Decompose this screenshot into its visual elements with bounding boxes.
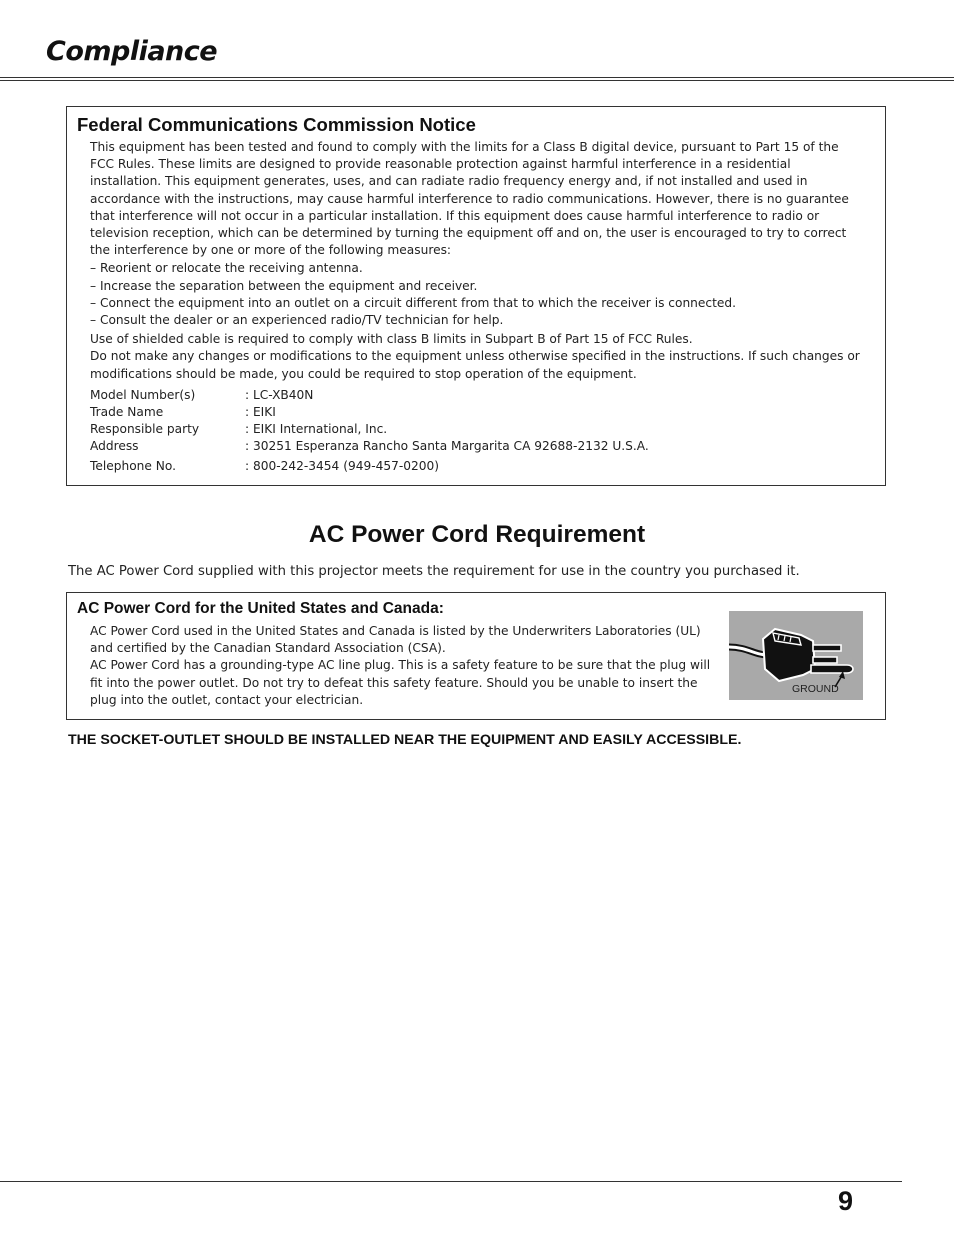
ac-cord-paragraph: AC Power Cord used in the United States and Canada is listed by the Underwriters Laboratories (UL) and certified by the Canadian Standard Association (CSA).	[90, 624, 701, 656]
list-item: – Consult the dealer or an experienced radio/TV technician for help.	[90, 313, 504, 328]
table-row	[90, 404, 649, 421]
fcc-shielded-cable: Use of shielded cable is required to comply with class B limits in Subpart B of Part 15 of FCC Rules.	[90, 332, 693, 347]
fcc-modifications: Do not make any changes or modifications to the equipment unless otherwise specified in the instructions. If such changes or modifications should be made, you could be required to stop operation of the equipment.	[90, 349, 860, 381]
table-row	[90, 456, 649, 475]
header-rule	[0, 77, 954, 78]
info-value: : LC-XB40N	[245, 387, 314, 402]
ac-cord-box	[66, 592, 886, 720]
fcc-notice-body	[90, 139, 865, 475]
ground-label: GROUND	[792, 683, 839, 695]
info-label: Responsible party	[90, 422, 200, 437]
info-label: Telephone No.	[90, 458, 177, 473]
ac-intro: The AC Power Cord supplied with this projector meets the requirement for use in the country you purchased it.	[68, 564, 800, 579]
ac-section-heading: AC Power Cord Requirement	[308, 521, 646, 548]
ac-cord-box-title: AC Power Cord for the United States and Canada:	[77, 600, 444, 617]
footer-rule	[0, 1181, 902, 1182]
fcc-notice-title: Federal Communications Commission Notice	[77, 114, 476, 135]
info-label: Address	[90, 439, 139, 454]
fcc-notice-box	[66, 106, 886, 486]
table-row	[90, 387, 649, 404]
page-title: Compliance	[46, 36, 218, 67]
info-value: : 30251 Esperanza Rancho Santa Margarita CA 92688-2132 U.S.A.	[245, 439, 649, 454]
list-item: – Connect the equipment into an outlet on a circuit different from that to which the receiver is connected.	[90, 295, 736, 310]
info-label: Trade Name	[90, 405, 164, 420]
list-item: – Reorient or relocate the receiving antenna.	[90, 261, 363, 276]
info-value: : EIKI	[245, 405, 276, 420]
info-value: : 800-242-3454 (949-457-0200)	[245, 458, 440, 473]
grounding-plug-figure	[729, 611, 863, 700]
info-value: : EIKI International, Inc.	[245, 422, 388, 437]
fcc-paragraph: This equipment has been tested and found to comply with the limits for a Class B digital device, pursuant to Part 15 of the FCC Rules. These limits are designed to provide reasonable protection against harmful interference in a residential installation. This equipment generates, uses, and can radiate radio frequency energy and, if not installed and used in accordance with the instructions, may cause harmful interference to radio communications. However, there is no guarantee that interference will not occur in a particular installation. If this equipment does cause harmful interference to radio or television reception, which can be determined by turning the equipment off and on, the user is encouraged to try to correct the interference by one or more of the following measures:	[90, 140, 849, 258]
header-rule-secondary	[0, 80, 954, 81]
page-number: 9	[838, 1186, 854, 1216]
table-row	[90, 421, 649, 438]
fcc-measures-list	[90, 260, 865, 329]
list-item: – Increase the separation between the equipment and receiver.	[90, 278, 478, 293]
ac-cord-paragraph: AC Power Cord has a grounding-type AC line plug. This is a safety feature to be sure that the plug will fit into the power outlet. Do not try to defeat this safety feature. Should you be unable to insert the plug into the outlet, contact your electrician.	[90, 658, 711, 707]
fcc-info-table	[90, 387, 649, 475]
info-label: Model Number(s)	[90, 387, 196, 402]
ac-cord-body	[90, 623, 720, 709]
socket-outlet-notice: THE SOCKET-OUTLET SHOULD BE INSTALLED NEAR THE EQUIPMENT AND EASILY ACCESSIBLE.	[68, 732, 742, 748]
table-row	[90, 438, 649, 455]
